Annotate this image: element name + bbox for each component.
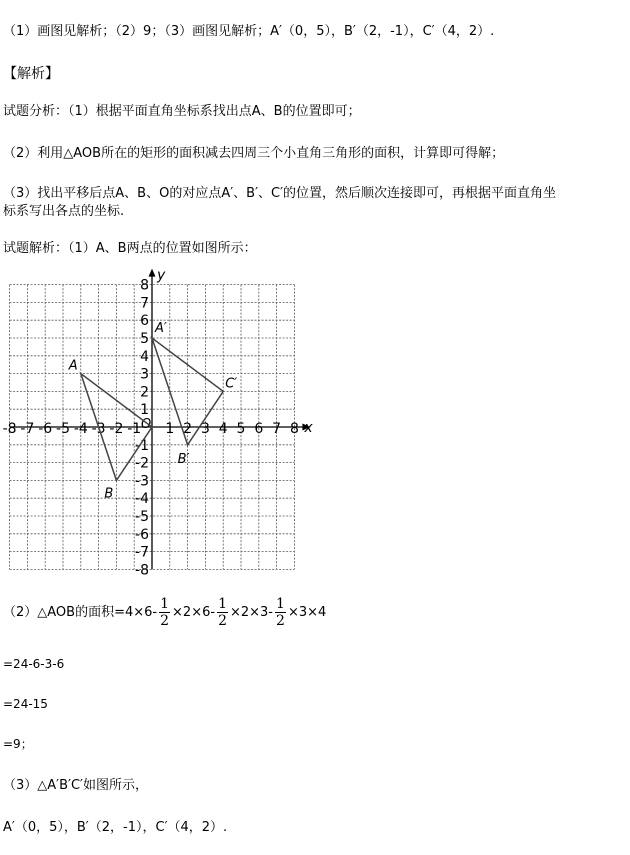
analysis-step3-line1: （3）找出平移后点A、B、O的对应点A′、B′、C′的位置，然后顺次连接即可，再根据平面直角坐 bbox=[3, 186, 557, 201]
x-tick-label: 6 bbox=[254, 421, 264, 437]
y-tick-label: 3 bbox=[140, 366, 149, 383]
part2-area-formula bbox=[3, 596, 326, 629]
x-tick-label: 7 bbox=[272, 421, 282, 437]
coordinate-grid-figure bbox=[0, 267, 330, 579]
y-axis-arrow bbox=[149, 269, 156, 277]
x-tick-label: 3 bbox=[200, 421, 210, 437]
fraction-half-2 bbox=[217, 596, 228, 629]
y-tick-label: -5 bbox=[135, 509, 149, 525]
point-label: C′ bbox=[225, 376, 238, 392]
part3-line1: （3）△A′B′C′如图所示， bbox=[3, 778, 149, 793]
calc-step-3: =9； bbox=[3, 737, 33, 751]
part2-suffix: ×3×4 bbox=[287, 605, 327, 620]
fraction-numerator: 1 bbox=[276, 596, 285, 612]
y-tick-label: -2 bbox=[135, 455, 149, 472]
x-tick-label: -8 bbox=[2, 421, 17, 437]
solution-intro: 试题解析：（1）A、B两点的位置如图所示： bbox=[3, 241, 257, 256]
x-tick-label: 5 bbox=[236, 421, 246, 437]
y-tick-label: 2 bbox=[140, 384, 149, 401]
x-tick-label: -7 bbox=[20, 421, 35, 437]
y-tick-label: 7 bbox=[140, 295, 149, 312]
analysis-step3-line2: 标系写出各点的坐标. bbox=[3, 204, 125, 219]
y-tick-label: -6 bbox=[135, 526, 149, 543]
fraction-half-1 bbox=[159, 596, 170, 629]
x-tick-label: -5 bbox=[56, 421, 70, 437]
y-axis-label: y bbox=[157, 267, 166, 284]
answer-line: （1）画图见解析；（2）9；（3）画图见解析；A′（0，5），B′（2，-1），C′（4，2）. bbox=[3, 24, 495, 39]
point-label: B′ bbox=[177, 451, 190, 467]
x-tick-label: 1 bbox=[165, 421, 175, 437]
fraction-numerator: 1 bbox=[160, 596, 170, 612]
calc-step-2: =24-15 bbox=[3, 697, 48, 711]
y-tick-label: 8 bbox=[140, 277, 149, 294]
part2-mid1: ×2×6- bbox=[172, 605, 216, 620]
y-tick-label: -7 bbox=[135, 544, 149, 561]
y-tick-label: -1 bbox=[135, 437, 149, 454]
y-tick-label: 4 bbox=[140, 348, 149, 365]
y-tick-label: 1 bbox=[140, 402, 149, 419]
y-tick-label: -8 bbox=[135, 562, 149, 579]
x-tick-label: -2 bbox=[109, 421, 124, 437]
analysis-step2: （2）利用△AOB所在的矩形的面积减去四周三个小直角三角形的面积，计算即可得解； bbox=[3, 146, 505, 161]
part2-mid2: ×2×3- bbox=[229, 605, 274, 620]
y-tick-label: 5 bbox=[140, 331, 149, 347]
point-label: A′ bbox=[155, 321, 167, 336]
x-tick-label: -4 bbox=[73, 421, 88, 437]
part3-line2: A′（0，5），B′（2，-1），C′（4，2）. bbox=[3, 820, 228, 835]
x-tick-label: 2 bbox=[183, 421, 193, 437]
x-tick-label: -3 bbox=[91, 421, 106, 437]
x-tick-label: 8 bbox=[289, 421, 299, 437]
y-tick-label: 6 bbox=[140, 313, 149, 330]
fraction-denominator: 2 bbox=[160, 613, 170, 629]
part2-prefix: （2）△AOB的面积=4×6- bbox=[3, 605, 158, 620]
fraction-numerator: 1 bbox=[218, 596, 227, 612]
fraction-denominator: 2 bbox=[218, 613, 227, 629]
y-tick-label: -4 bbox=[135, 491, 149, 508]
analysis-intro: 试题分析：（1）根据平面直角坐标系找出点A、B的位置即可； bbox=[3, 104, 361, 119]
fraction-denominator: 2 bbox=[276, 613, 285, 629]
calc-step-1: =24-6-3-6 bbox=[3, 657, 65, 671]
y-tick-label: -3 bbox=[135, 473, 149, 490]
x-tick-label: 4 bbox=[218, 421, 228, 437]
origin-label: O bbox=[141, 417, 152, 432]
x-axis-label: x bbox=[304, 420, 313, 436]
point-label: A bbox=[68, 358, 78, 374]
x-tick-label: -6 bbox=[38, 421, 53, 437]
x-tick-label: -1 bbox=[127, 421, 142, 437]
fraction-half-3 bbox=[275, 596, 286, 629]
point-label: B bbox=[104, 486, 114, 502]
analysis-header: 【解析】 bbox=[3, 66, 59, 82]
